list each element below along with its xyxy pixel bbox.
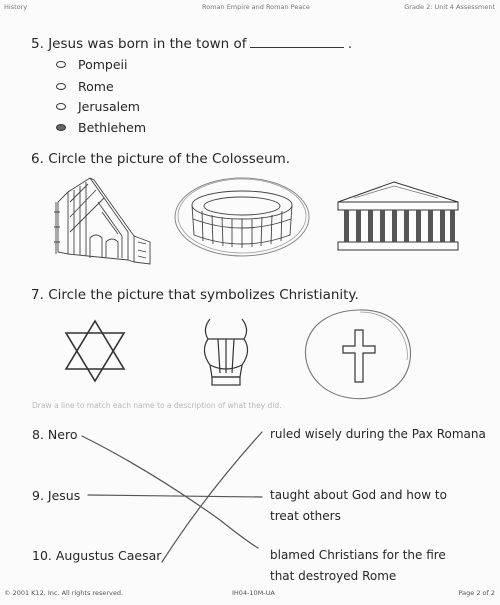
match-number: 8. <box>32 427 44 442</box>
footer-page: Page 2 of 2 <box>458 589 495 597</box>
match-name: Jesus <box>47 488 81 503</box>
question-6-text: Circle the picture of the Colosseum. <box>48 151 291 167</box>
match-name: Nero <box>47 427 78 442</box>
description-line: that destroyed Rome <box>270 569 397 583</box>
match-number: 9. <box>32 488 44 503</box>
description-line: treat others <box>270 509 341 523</box>
question-7-number: 7. <box>31 287 44 303</box>
question-5-number: 5. <box>31 36 44 52</box>
match-number: 10. <box>32 548 52 563</box>
question-5-text: Jesus was born in the town of <box>48 36 247 52</box>
match-line-jesus <box>88 495 262 497</box>
match-line-nero <box>82 436 258 548</box>
footer-copyright: © 2001 K12, Inc. All rights reserved. <box>4 589 124 597</box>
header-assessment: Grade 2: Unit 4 Assessment <box>404 3 495 11</box>
description-line: ruled wisely during the Pax Romana <box>270 427 486 441</box>
matching-instructions: Draw a line to match each name to a description of what they did. <box>32 401 282 410</box>
header-subject: History <box>4 3 28 11</box>
header-unit-title: Roman Empire and Roman Peace <box>202 3 310 11</box>
description-line: blamed Christians for the fire <box>270 548 446 562</box>
description-line: taught about God and how to <box>270 488 447 502</box>
option-label: Bethlehem <box>78 120 147 135</box>
footer-code: IH04-10M-UA <box>232 589 275 597</box>
question-6-number: 6. <box>31 151 44 167</box>
question-7-text: Circle the picture that symbolizes Christianity. <box>48 287 359 303</box>
option-label: Jerusalem <box>78 99 140 114</box>
question-5-end: . <box>347 36 353 52</box>
option-label: Rome <box>78 79 114 94</box>
option-label: Pompeii <box>78 57 128 72</box>
match-name: Augustus Caesar <box>55 548 162 563</box>
